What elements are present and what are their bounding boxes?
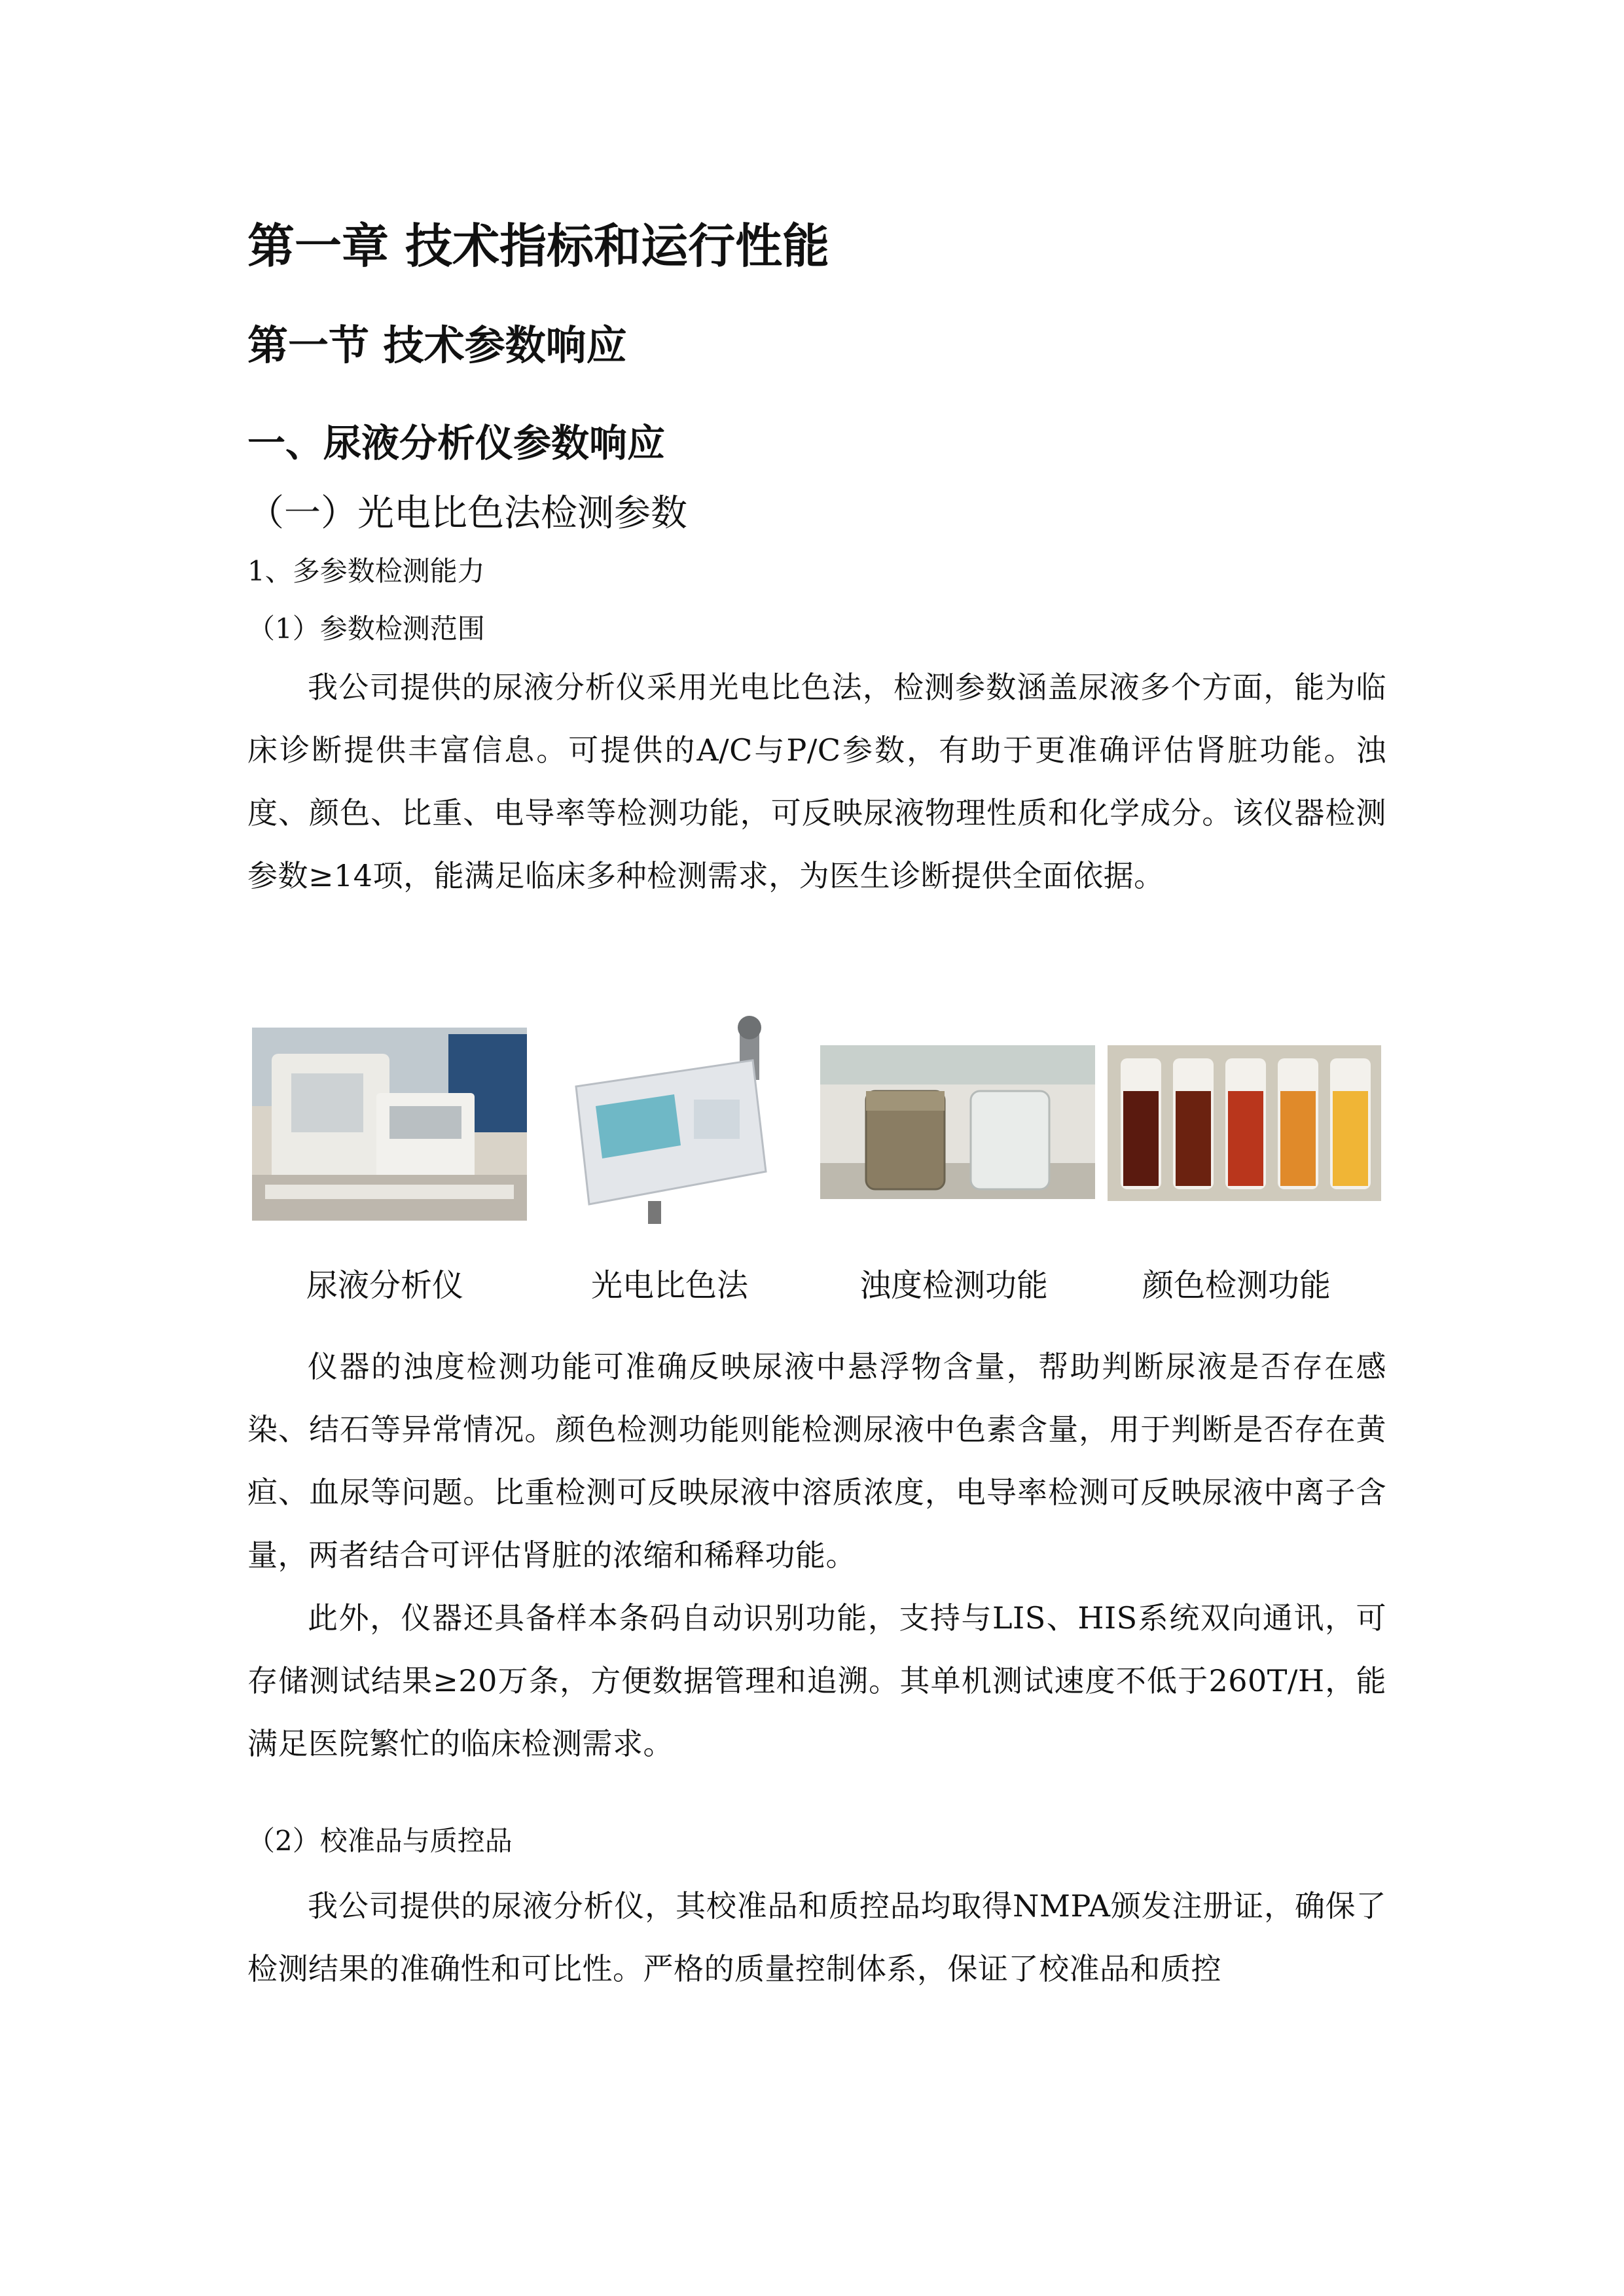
- figure-caption-1: 尿液分析仪: [306, 1267, 464, 1304]
- urine-analyzer-photo: [252, 1028, 527, 1221]
- subitem-title-2: （2）校准品与质控品: [247, 1825, 513, 1857]
- figure-caption-3: 浊度检测功能: [859, 1267, 1049, 1304]
- subsection-title: 一、尿液分析仪参数响应: [247, 421, 666, 465]
- item-title: 1、多参数检测能力: [247, 555, 485, 587]
- chapter-title: 第一章 技术指标和运行性能: [247, 219, 830, 274]
- paragraph-4: 我公司提供的尿液分析仪，其校准品和质控品均取得NMPA颁发注册证，确保了检测结果的准确性和可比性。严格的质量控制体系，保证了校准品和质控: [247, 1888, 1386, 1986]
- subsubsection-title: （一）光电比色法检测参数: [247, 492, 687, 535]
- paragraph-1: 我公司提供的尿液分析仪采用光电比色法，检测参数涵盖尿液多个方面，能为临床诊断提供丰富信息。可提供的A/C与P/C参数，有助于更准确评估肾脏功能。浊度、颜色、比重、电导率等检测功能，可反映尿液物理性质和化学成分。该仪器检测参数≥14项，能满足临床多种检测需求，为医生诊断提供全面依据。: [247, 670, 1386, 893]
- subitem-title-1: （1）参数检测范围: [247, 613, 485, 645]
- paragraph-2: 仪器的浊度检测功能可准确反映尿液中悬浮物含量，帮助判断尿液是否存在感染、结石等异常情况。颜色检测功能则能检测尿液中色素含量，用于判断是否存在黄疸、血尿等问题。比重检测可反映尿液中溶质浓度，电导率检测可反映尿液中离子含量，两者结合可评估肾脏的浓缩和稀释功能。: [247, 1349, 1386, 1573]
- section-title: 第一节 技术参数响应: [247, 321, 627, 369]
- colorimeter-photo: [563, 1014, 779, 1230]
- figure-caption-4: 颜色检测功能: [1142, 1267, 1331, 1304]
- figure-caption-2: 光电比色法: [591, 1267, 749, 1304]
- turbidity-jars-photo: [820, 1045, 1095, 1199]
- color-tubes-photo: [1108, 1045, 1381, 1201]
- paragraph-3: 此外，仪器还具备样本条码自动识别功能，支持与LIS、HIS系统双向通讯，可存储测试结果≥20万条，方便数据管理和追溯。其单机测试速度不低于260T/H，能满足医院繁忙的临床检测需求。: [247, 1600, 1386, 1761]
